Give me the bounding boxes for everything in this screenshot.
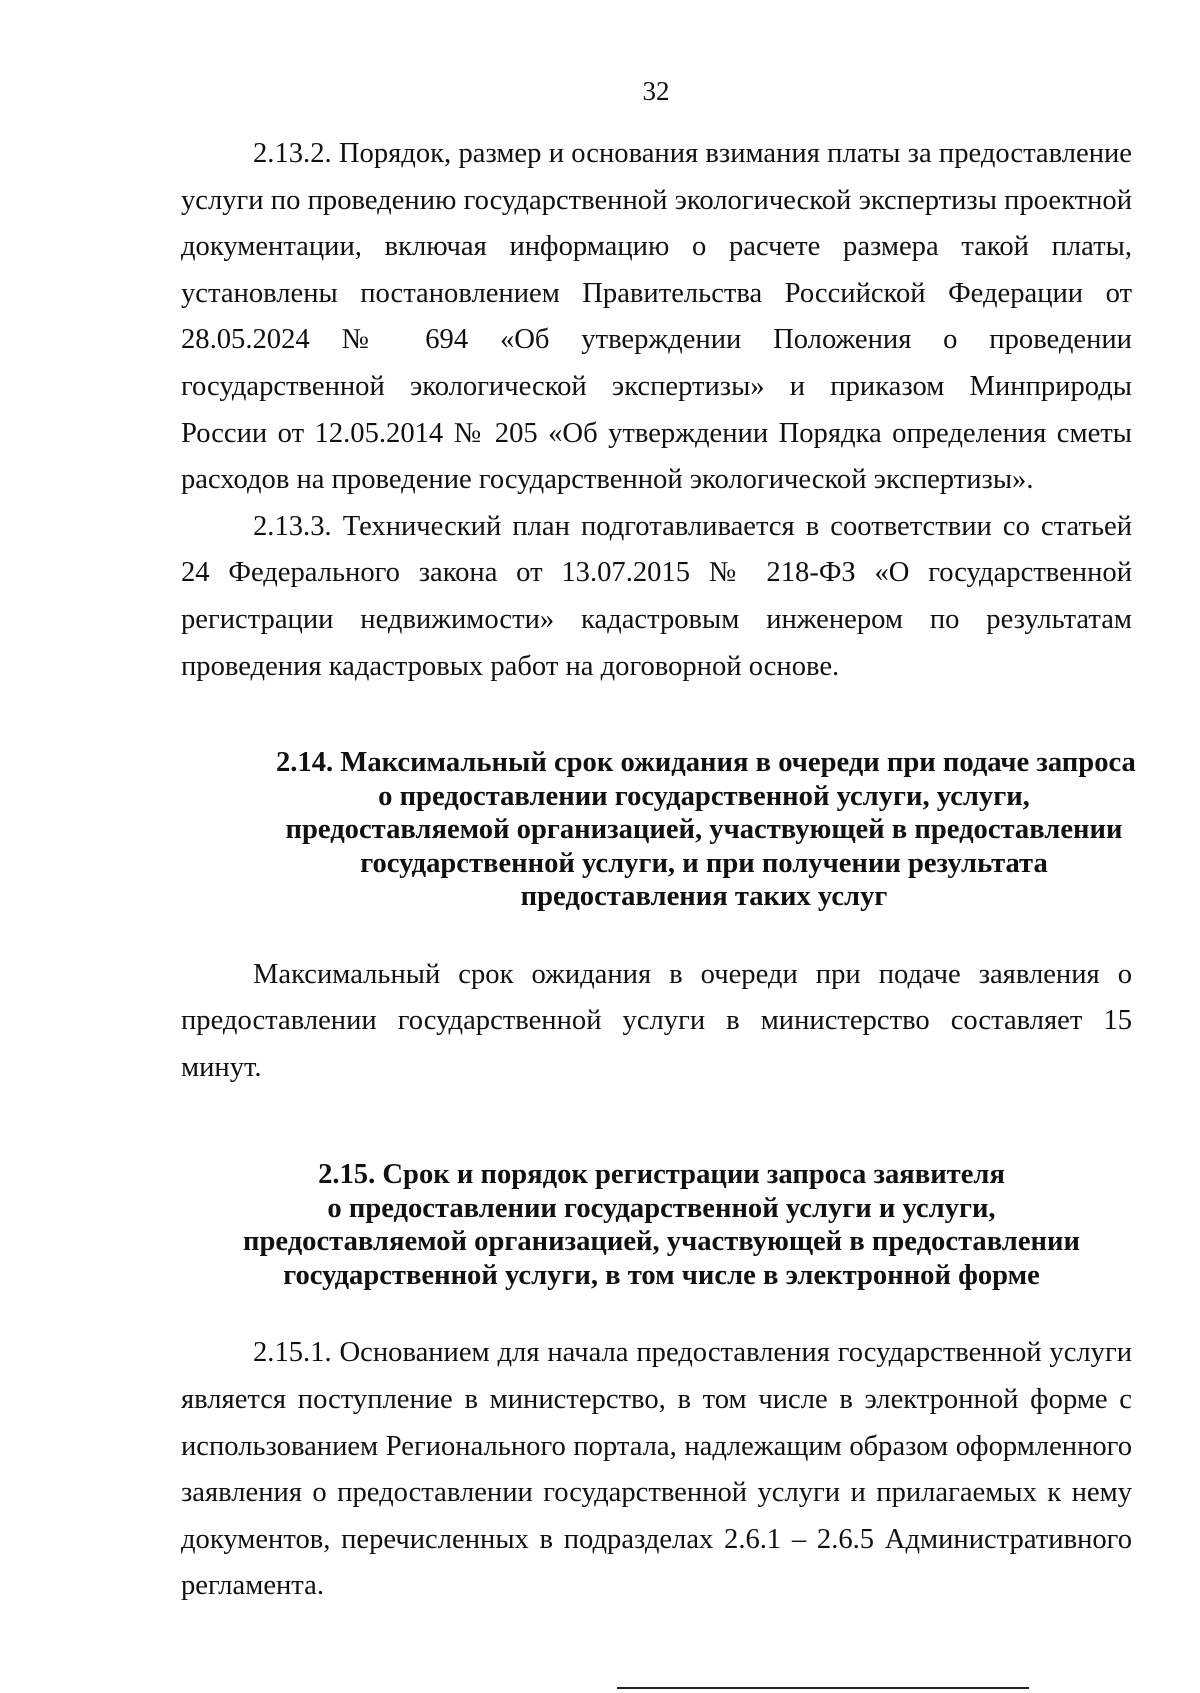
- heading-line: предоставляемой организацией, участвующей в предоставлении: [243, 1226, 1080, 1258]
- section-heading-2-15: [181, 1158, 1132, 1292]
- heading-line: 2.14. Максимальный срок ожидания в очереди при подаче запроса: [276, 747, 1136, 779]
- heading-line: 2.15. Срок и порядок регистрации запроса заявителя: [318, 1159, 1005, 1191]
- paragraph-2-15-1: 2.15.1. Основанием для начала предоставления государственной услуги является поступление в министерство, в том числе в электронной форме с использованием Регионального портала, надлежащим образом оформленного заявления о предоставлении государственной услуги и прилагаемых к нему документов, перечисленных в подразделах 2.6.1 – 2.6.5 Административного регламента.: [181, 1337, 1132, 1602]
- footer-divider: [617, 1687, 1029, 1689]
- page-number: 32: [642, 76, 670, 106]
- paragraph-2-13-2: 2.13.2. Порядок, размер и основания взимания платы за предоставление услуги по проведению государственной экологической экспертизы проектной документации, включая информацию о расчете размера такой платы, установлены постановлением Правительства Российской Федерации от 28.05.2024 № 694 «Об утверждении Положения о проведении государственной экологической экспертизы» и приказом Минприроды России от 12.05.2014 № 205 «Об утверждении Порядка определения сметы расходов на проведение государственной экологической экспертизы».: [181, 138, 1132, 496]
- heading-line: о предоставлении государственной услуги и услуги,: [327, 1192, 996, 1224]
- section-heading-2-14: [181, 746, 1136, 914]
- paragraph-2-13-3: 2.13.3. Технический план подготавливается в соответствии со статьей 24 Федерального закона от 13.07.2015 № 218-ФЗ «О государственной регистрации недвижимости» кадастровым инженером по результатам проведения кадастровых работ на договорной основе.: [181, 510, 1132, 682]
- heading-line: предоставляемой организацией, участвующей в предоставлении: [285, 814, 1123, 846]
- page-content: [181, 131, 1136, 1610]
- paragraph-2-14: Максимальный срок ожидания в очереди при подаче заявления о предоставлении государственной услуги в министерство составляет 15 минут.: [181, 958, 1132, 1083]
- heading-line: предоставления таких услуг: [520, 881, 888, 913]
- heading-line: о предоставлении государственной услуги, услуги,: [378, 780, 1030, 812]
- heading-line: государственной услуги, в том числе в электронной форме: [283, 1259, 1040, 1291]
- heading-line: государственной услуги, и при получении результата: [360, 847, 1048, 879]
